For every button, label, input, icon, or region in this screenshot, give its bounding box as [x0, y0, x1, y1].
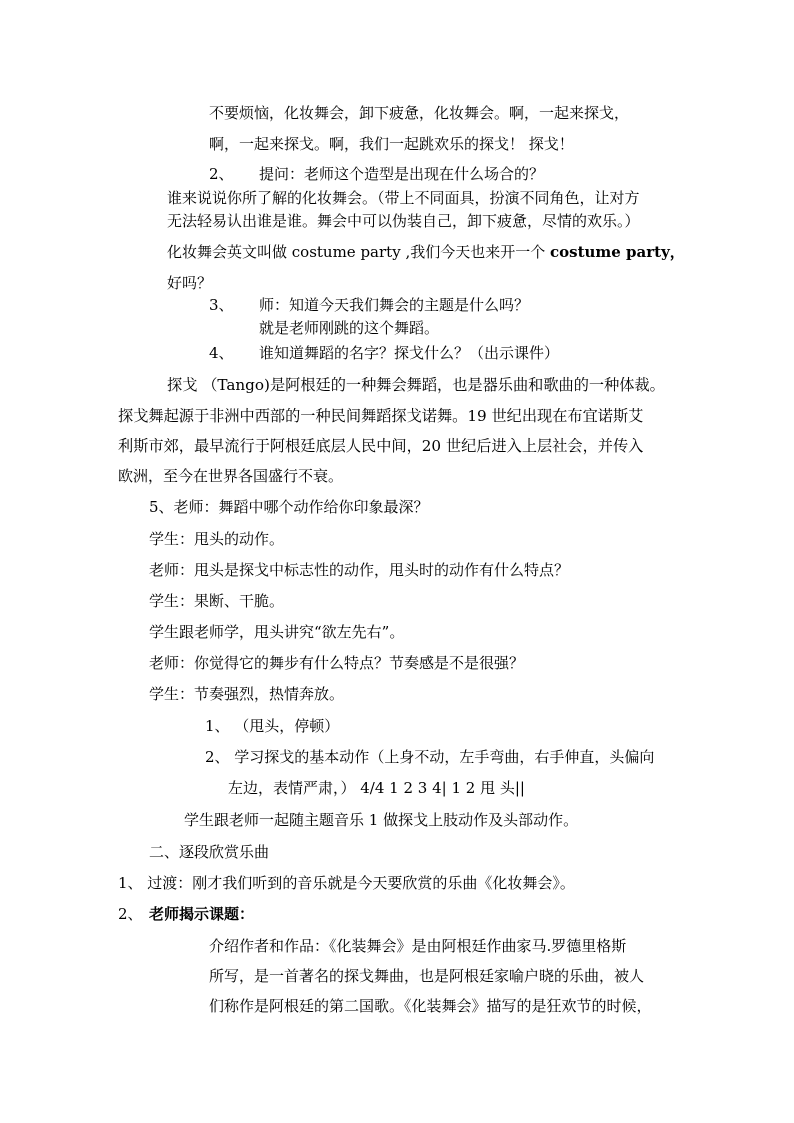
list-number: 2、: [118, 905, 143, 923]
list-number: 4、: [209, 344, 234, 362]
text-line: 学生：甩头的动作。: [149, 530, 285, 548]
section-heading: 二、逐段欣赏乐曲: [149, 843, 270, 861]
text-line: 探戈舞起源于非洲中西部的一种民间舞蹈探戈诺舞。19 世纪出现在布宜诺斯艾: [118, 407, 644, 425]
text-line: 老师：你觉得它的舞步有什么特点？节奏感是不是很强？: [149, 654, 525, 672]
text-line: 1、 （甩头，停顿）: [205, 717, 340, 735]
section-heading: 老师揭示课题：: [149, 905, 255, 923]
list-number: 2、: [209, 165, 234, 183]
text-line: 学生跟老师学，甩头讲究“欲左先右”。: [149, 623, 405, 641]
text-line: 啊，一起来探戈。啊，我们一起跳欢乐的探戈！ 探戈！: [209, 135, 574, 153]
text-line: 无法轻易认出谁是谁。舞会中可以伪装自己，卸下疲惫，尽情的欢乐。）: [167, 212, 640, 230]
text-line: 探戈 （Tango)是阿根廷的一种舞会舞蹈，也是器乐曲和歌曲的一种体裁。: [167, 376, 665, 394]
text-segment: 化妆舞会英文叫做 costume party ,我们今天也来开一个: [167, 243, 550, 261]
list-number: 3、: [209, 296, 234, 314]
text-line: 老师：甩头是探戈中标志性的动作，甩头时的动作有什么特点？: [149, 561, 570, 579]
text-line: 提问：老师这个造型是出现在什么场合的？: [259, 165, 545, 183]
text-line: 1、 过渡：刚才我们听到的音乐就是今天要欣赏的乐曲《化妆舞会》。: [118, 874, 575, 892]
text-line: 们称作是阿根廷的第二国歌。《化装舞会》描写的是狂欢节的时候，: [209, 997, 652, 1015]
text-line: 学生：果断、干脆。: [149, 592, 285, 610]
text-line: 师：知道今天我们舞会的主题是什么吗？: [259, 296, 530, 314]
text-line: 学生跟老师一起随主题音乐 1 做探戈上肢动作及头部动作。: [184, 811, 579, 829]
text-line: 左边，表情严肃，） 4/4 1 2 3 4| 1 2 甩 头||: [228, 779, 525, 797]
text-line: 2、 学习探戈的基本动作（上身不动，左手弯曲，右手伸直，头偏向: [205, 748, 655, 766]
text-line: 好吗？: [167, 274, 213, 292]
text-line: 谁来说说你所了解的化妆舞会。（带上不同面具，扮演不同角色，让对方: [167, 189, 640, 207]
text-line: 介绍作者和作品：《化装舞会》是由阿根廷作曲家马.罗德里格斯: [209, 937, 627, 955]
text-line: 学生：节奏强烈，热情奔放。: [149, 685, 345, 703]
text-line: 谁知道舞蹈的名字？探戈什么？（出示课件）: [259, 344, 560, 362]
text-line: 就是老师刚跳的这个舞蹈。: [259, 319, 440, 337]
text-segment-bold: costume party，: [549, 243, 685, 261]
text-line: 不要烦恼，化妆舞会，卸下疲惫，化妆舞会。啊，一起来探戈，: [209, 104, 630, 122]
text-line: 利斯市郊，最早流行于阿根廷底层人民中间，20 世纪后进入上层社会，并传入: [118, 437, 644, 455]
text-line: 所写，是一首著名的探戈舞曲，也是阿根廷家喻户晓的乐曲，被人: [209, 967, 645, 985]
text-line: 欧洲，至今在世界各国盛行不衰。: [118, 467, 344, 485]
text-line: 5、老师：舞蹈中哪个动作给你印象最深？: [149, 498, 429, 516]
text-line: [167, 242, 685, 262]
